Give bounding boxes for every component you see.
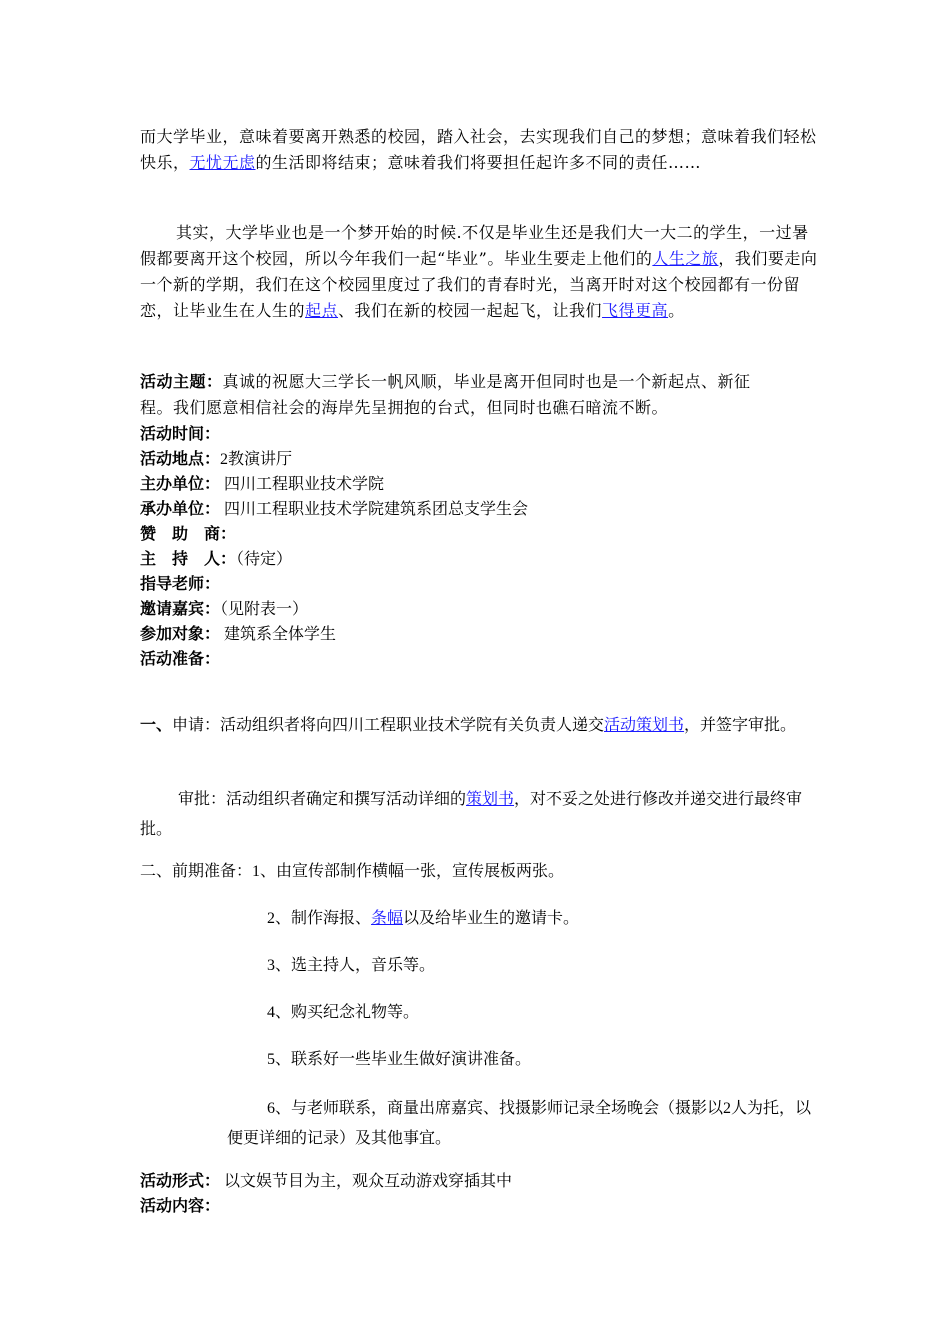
form-label: 活动形式：	[140, 1171, 221, 1190]
info-label: 指导老师：	[140, 574, 221, 593]
info-row	[140, 471, 820, 496]
info-label: 邀请嘉宾：	[140, 599, 221, 618]
info-value: （待定）	[236, 551, 293, 568]
theme-value: 真诚的祝愿大三学长一帆风顺，毕业是离开但同时也是一个新起点、新征程。我们愿意相信社会的海岸先呈拥抱的台式，但同时也礁石暗流不断。	[140, 372, 751, 417]
prep-item-4: 4、购买纪念礼物等。	[267, 1004, 420, 1021]
intro-paragraph-1	[140, 124, 820, 176]
info-row	[140, 496, 820, 521]
item-text: 2、制作海报、	[267, 910, 372, 927]
info-label: 主 持 人：	[140, 549, 237, 568]
intro-text: 、我们在新的校园一起起飞，让我们	[338, 301, 603, 320]
info-value: （见附表一）	[220, 601, 309, 618]
info-label: 承办单位：	[140, 499, 221, 518]
info-label: 活动地点：	[140, 449, 221, 468]
intro-text: 其实，大学毕业也是一个梦开始的时候.不仅是毕业生还是我们大一大二的学生，一过暑假都要离开这个校园，所以今年我们一起“毕业”。毕业生要走上他们的	[140, 223, 809, 268]
info-value: 2教演讲厅	[220, 451, 293, 468]
link-rensheng[interactable]: 人生之旅	[652, 249, 719, 268]
info-row	[140, 646, 820, 671]
link-qidian[interactable]: 起点	[305, 301, 339, 320]
info-row	[140, 571, 820, 596]
apply-text: ，并签字审批。	[684, 717, 797, 734]
info-label: 参加对象：	[140, 624, 221, 643]
form-value: 以文娱节目为主，观众互动游戏穿插其中	[220, 1173, 513, 1190]
info-row	[140, 596, 820, 621]
intro-text: 的生活即将结束；意味着我们将要担任起许多不同的责任……	[255, 153, 702, 172]
link-cehuashu-2[interactable]: 策划书	[466, 791, 515, 808]
prep-item-6: 6、与老师联系，商量出席嘉宾、找摄影师记录全场晚会（摄影以2人为托，以便更详细的记录）及其他事宜。	[227, 1100, 812, 1147]
info-label: 活动准备：	[140, 649, 221, 668]
prep-step-apply	[140, 711, 820, 741]
info-label: 赞 助 商：	[140, 524, 237, 543]
activity-info	[140, 369, 820, 671]
section-number: 一、	[140, 717, 173, 734]
link-wuyouwulv[interactable]: 无忧无虑	[189, 153, 256, 172]
info-value: 四川工程职业技术学院	[220, 476, 385, 493]
content-row	[140, 1193, 820, 1218]
theme-label: 活动主题：	[140, 372, 223, 391]
activity-form	[140, 1168, 820, 1218]
apply-text: 申请：活动组织者将向四川工程职业技术学院有关负责人递交	[172, 717, 605, 734]
info-value: 建筑系全体学生	[220, 626, 337, 643]
link-tiaofu[interactable]: 条幅	[371, 910, 404, 927]
info-rows	[140, 421, 820, 671]
intro-text: 。	[668, 301, 685, 320]
content-label: 活动内容：	[140, 1196, 221, 1215]
info-label: 活动时间：	[140, 424, 221, 443]
approve-text: 审批：活动组织者确定和撰写活动详细的	[178, 791, 467, 808]
info-value: 四川工程职业技术学院建筑系团总支学生会	[220, 501, 529, 518]
intro-text: 而大学毕业，意味着要离开熟悉的校园，踏入社会，去实现我们自己的梦想；意味着我们轻松快乐，	[140, 127, 817, 172]
item-text: 以及给毕业生的邀请卡。	[403, 910, 580, 927]
info-row	[140, 446, 820, 471]
form-row	[140, 1168, 820, 1193]
prep-step-preliminary: 二、前期准备：1、由宣传部制作横幅一张，宣传展板两张。	[140, 863, 565, 880]
prep-item-5: 5、联系好一些毕业生做好演讲准备。	[267, 1051, 532, 1068]
prep-item-3: 3、选主持人，音乐等。	[267, 957, 436, 974]
link-cehuashu[interactable]: 活动策划书	[604, 717, 685, 734]
info-row	[140, 521, 820, 546]
info-row	[140, 421, 820, 446]
approve-text: ，对不妥之处进行修改并递交进行最终审批。	[140, 791, 803, 838]
link-feidegenggao[interactable]: 飞得更高	[602, 301, 669, 320]
info-label: 主办单位：	[140, 474, 221, 493]
info-row	[140, 621, 820, 646]
info-row	[140, 546, 820, 571]
intro-text: ，我们要走向一个新的学期，我们在这个校园里度过了我们的青春时光，当离开时对这个校园都有一份留恋，让毕业生在人生的	[140, 249, 818, 320]
activity-theme	[140, 369, 760, 421]
prep-step-approve	[140, 785, 820, 845]
prep-item-2	[267, 904, 579, 934]
intro-paragraph-2	[140, 220, 820, 324]
